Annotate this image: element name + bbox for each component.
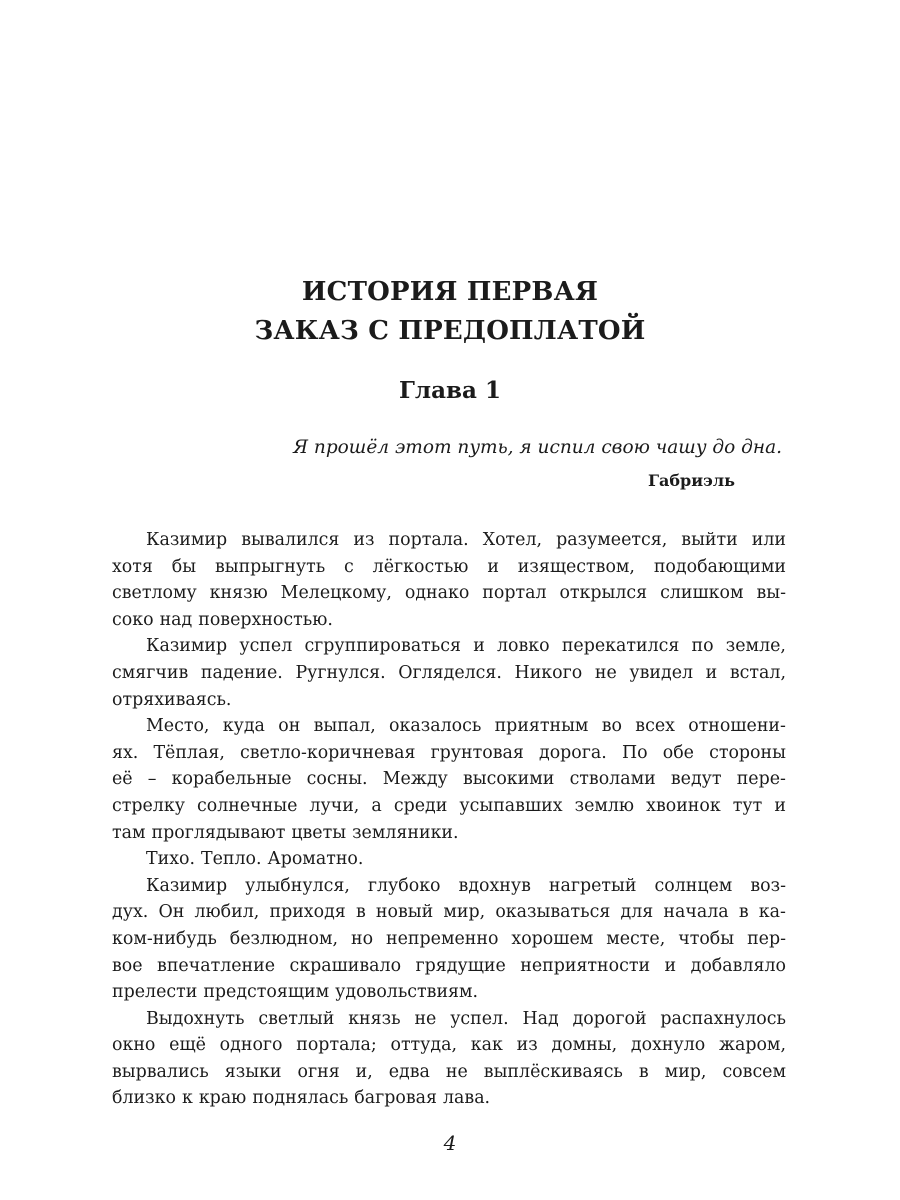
word: падение. — [200, 662, 283, 683]
word: корабельные — [171, 769, 292, 790]
word: смягчив — [112, 662, 189, 683]
word: месте, — [606, 928, 666, 949]
word: обе — [662, 742, 694, 763]
text-line — [112, 899, 786, 926]
word: дохнуло — [630, 1035, 706, 1056]
word: землю — [574, 795, 635, 816]
text-line — [112, 580, 786, 607]
text-line — [112, 1032, 786, 1059]
word: в — [738, 902, 749, 923]
epigraph-text: Я прошёл этот путь, я испил свою чашу до дна. — [293, 437, 782, 458]
text-line — [112, 687, 786, 714]
word: Выдохнуть — [146, 1008, 245, 1029]
word: дух. — [112, 902, 149, 923]
word: огня — [297, 1061, 340, 1082]
word: князь — [348, 1008, 401, 1029]
word: высокими — [462, 769, 555, 790]
story-title — [0, 273, 900, 351]
word: изяществом, — [517, 556, 635, 577]
text-line — [112, 660, 786, 687]
word: отряхиваясь. — [112, 689, 232, 710]
word: стволами — [569, 769, 656, 790]
word: чтобы — [678, 928, 735, 949]
text-line — [112, 766, 786, 793]
word: не — [445, 1061, 468, 1082]
word: Огляделся. — [398, 662, 502, 683]
word: вырвались — [112, 1061, 209, 1082]
word: краю — [198, 1088, 247, 1109]
text-line — [112, 1006, 786, 1033]
word: поднялась — [252, 1088, 349, 1109]
word: стороны — [709, 742, 786, 763]
word: куда — [222, 716, 265, 737]
word: Хотел, — [482, 530, 543, 550]
word: грунтовая — [430, 742, 524, 763]
word: пер- — [747, 928, 786, 949]
text-line — [112, 607, 786, 634]
word: мир, — [664, 1061, 707, 1082]
word: светлый — [258, 1008, 335, 1029]
word: Тёплая, — [153, 742, 225, 763]
page-number: 4 — [443, 1131, 457, 1155]
word: земле, — [725, 636, 786, 657]
word: встал, — [729, 662, 786, 683]
word: улыбнулся, — [245, 875, 350, 896]
word: перекатился — [561, 636, 680, 657]
word: разумеется, — [556, 530, 668, 550]
word: и — [487, 556, 499, 577]
word: и — [705, 662, 718, 683]
word: Казимир — [146, 636, 228, 657]
word: и — [473, 636, 485, 657]
word: её — [112, 769, 133, 790]
word: солнцем — [654, 875, 733, 896]
word: над — [159, 609, 193, 630]
word: ком-нибудь — [112, 928, 217, 949]
word: всех — [635, 716, 675, 737]
text-line — [112, 713, 786, 740]
word: к — [181, 1088, 193, 1109]
word: Над — [522, 1008, 559, 1029]
word: и — [774, 795, 786, 816]
word: подобающими — [653, 556, 786, 577]
word: неприятности — [520, 955, 651, 976]
word: распахнулось — [660, 1008, 786, 1029]
word: Мелецкому, — [280, 583, 392, 604]
word: по — [691, 636, 714, 657]
word: солнечные — [197, 795, 298, 816]
word: оттуда, — [390, 1035, 458, 1056]
word: среди — [393, 795, 448, 816]
text-line — [112, 979, 786, 1006]
word: языки — [224, 1061, 282, 1082]
word: слишком — [660, 583, 744, 604]
word: выпал, — [313, 716, 376, 737]
text-line — [112, 820, 786, 847]
word: ка- — [758, 902, 786, 923]
word: увидел — [629, 662, 694, 683]
word: предстоящим — [203, 982, 330, 1003]
word: а — [371, 795, 382, 816]
word: лучи, — [309, 795, 360, 816]
word: жаром, — [718, 1035, 786, 1056]
word: он — [278, 716, 301, 737]
word: оказалось — [389, 716, 482, 737]
word: ловко — [496, 636, 550, 657]
word: непременно — [386, 928, 499, 949]
story-title-line-2: ЗАКАЗ С ПРЕДОПЛАТОЙ — [254, 316, 646, 346]
word: Тепло. — [201, 849, 262, 870]
word: воз- — [750, 875, 786, 896]
word: Казимир — [146, 530, 228, 550]
word: едва — [388, 1061, 430, 1082]
word: с — [344, 556, 354, 577]
word: грядущие — [415, 955, 506, 976]
chapter-body-text — [112, 527, 786, 1112]
text-line — [112, 554, 786, 581]
word: По — [621, 742, 648, 763]
word: хвоинок — [646, 795, 721, 816]
word: в — [355, 902, 366, 923]
word: в — [638, 1061, 649, 1082]
word: для — [620, 902, 654, 923]
text-line — [112, 926, 786, 953]
word: Ароматно. — [267, 849, 364, 870]
word: Тихо. — [146, 849, 195, 870]
word: Никого — [514, 662, 583, 683]
word: одного — [219, 1035, 283, 1056]
text-line — [112, 873, 786, 900]
word: начала — [663, 902, 729, 923]
epigraph-author: Габриэль — [647, 471, 735, 490]
story-title-line-1: ИСТОРИЯ ПЕРВАЯ — [301, 277, 599, 307]
word: поверхностью. — [198, 609, 333, 630]
word: прелести — [112, 982, 198, 1003]
word: любил, — [194, 902, 260, 923]
word: дорога. — [539, 742, 607, 763]
word: ещё — [169, 1035, 206, 1056]
word: сгруппироваться — [304, 636, 461, 657]
word: удовольствиям. — [335, 982, 479, 1003]
word: и, — [355, 1061, 373, 1082]
word: домны, — [551, 1035, 618, 1056]
word: светлому — [112, 583, 197, 604]
word: вое — [112, 955, 143, 976]
word: скрашивало — [289, 955, 402, 976]
word: ях. — [112, 742, 139, 763]
word: окно — [112, 1035, 156, 1056]
word: светло-коричневая — [240, 742, 416, 763]
word: соко — [112, 609, 154, 630]
word: не — [594, 662, 617, 683]
word: Казимир — [146, 875, 228, 896]
word: и — [664, 955, 677, 976]
text-line — [112, 1085, 786, 1112]
word: хотя — [112, 556, 153, 577]
word: выплёскиваясь — [483, 1061, 623, 1082]
word: мир, — [443, 902, 486, 923]
word: хорошем — [511, 928, 594, 949]
word: из — [516, 1035, 538, 1056]
word: Место, — [146, 716, 210, 737]
word: оказываться — [495, 902, 611, 923]
text-line — [112, 1059, 786, 1086]
word: там — [112, 822, 146, 843]
word: успел. — [450, 1008, 509, 1029]
word: Между — [382, 769, 448, 790]
word: новый — [375, 902, 434, 923]
word: земляники. — [352, 822, 459, 843]
word: лава. — [442, 1088, 491, 1109]
word: открылся — [559, 583, 648, 604]
word: портала; — [296, 1035, 377, 1056]
word: безлюдном, — [229, 928, 339, 949]
word: вы- — [756, 583, 786, 604]
word: совсем — [722, 1061, 786, 1082]
word: тут — [732, 795, 763, 816]
word: портала. — [388, 530, 469, 550]
word: или — [751, 530, 786, 550]
word: пере- — [736, 769, 786, 790]
word: глубоко — [367, 875, 441, 896]
word: успел — [239, 636, 293, 657]
word: как — [470, 1035, 503, 1056]
word: добавляло — [690, 955, 786, 976]
chapter-title: Глава 1 — [399, 377, 501, 404]
word: бы — [171, 556, 197, 577]
text-line — [112, 846, 786, 873]
word: усыпавших — [459, 795, 563, 816]
word: выйти — [681, 530, 738, 550]
word: багровая — [354, 1088, 437, 1109]
word: лёгкостью — [372, 556, 469, 577]
word: портал — [482, 583, 547, 604]
word: сосны. — [306, 769, 368, 790]
word: из — [353, 530, 375, 550]
word: Ругнулся. — [295, 662, 386, 683]
word: однако — [404, 583, 470, 604]
word: проглядывают — [151, 822, 286, 843]
word: близко — [112, 1088, 176, 1109]
text-line — [112, 740, 786, 767]
text-line — [112, 633, 786, 660]
word: приходя — [269, 902, 346, 923]
word: стрелку — [112, 795, 185, 816]
word: ведут — [670, 769, 722, 790]
word: цветы — [291, 822, 347, 843]
word: приятным — [494, 716, 589, 737]
word: дорогой — [572, 1008, 647, 1029]
word: не — [414, 1008, 437, 1029]
word: выпрыгнуть — [214, 556, 326, 577]
word: – — [147, 769, 157, 790]
word: впечатление — [157, 955, 276, 976]
word: нагретый — [548, 875, 637, 896]
text-line — [112, 953, 786, 980]
word: но — [351, 928, 374, 949]
word: князю — [209, 583, 268, 604]
word: вывалился — [241, 530, 340, 550]
word: Он — [158, 902, 185, 923]
word: отношени- — [688, 716, 786, 737]
text-line — [112, 527, 786, 554]
word: вдохнув — [458, 875, 531, 896]
text-line — [112, 793, 786, 820]
word: во — [601, 716, 623, 737]
